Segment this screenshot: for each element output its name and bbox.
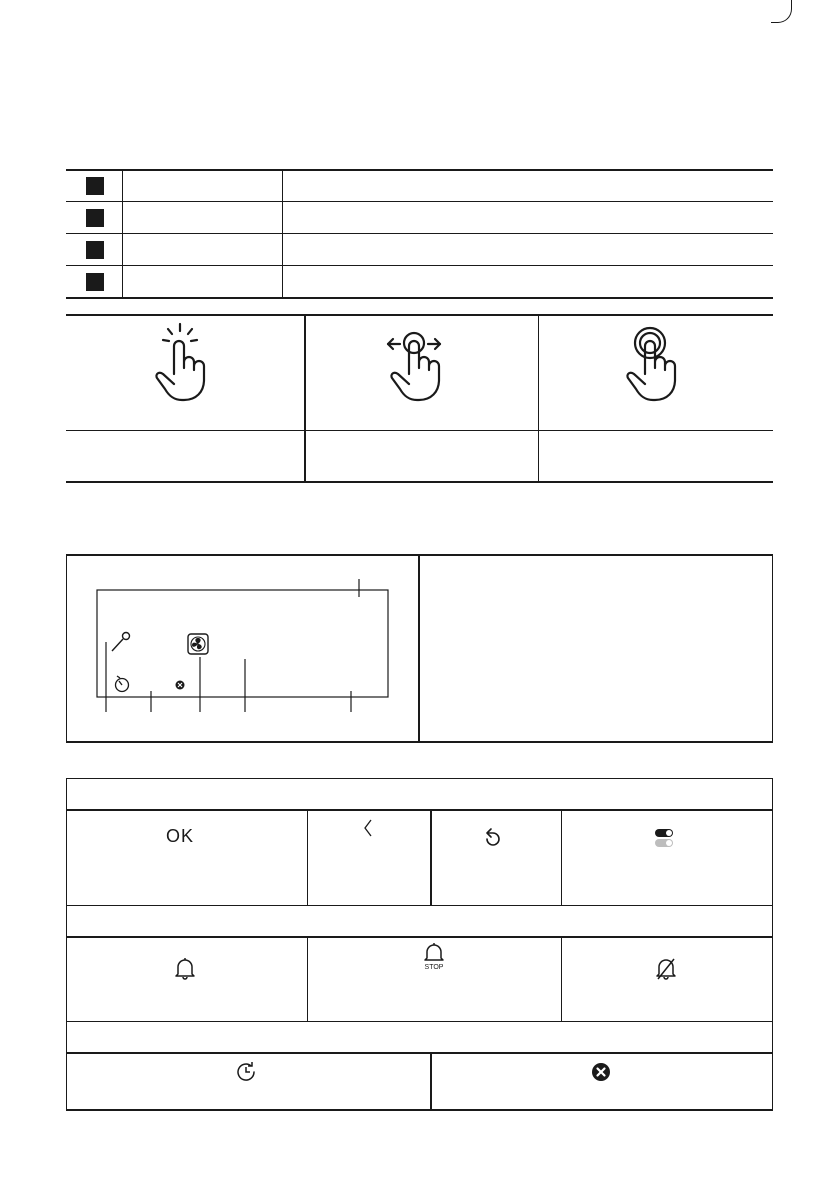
display-diagram [66,555,418,741]
bell-icon [175,957,195,981]
bell-muted-icon [656,957,676,981]
key-marker-2 [86,209,104,227]
tap-icon [150,322,210,404]
ok-label: OK [165,826,194,846]
corner-crop-mark [771,0,792,23]
fan-icon [188,634,208,654]
cancel-circle-icon [591,1062,611,1082]
swipe-icon [384,322,448,404]
toggle-icon [654,827,676,849]
key-marker-1 [86,177,104,195]
bell-stop-icon [422,943,446,975]
food-sensor-icon [112,633,130,652]
timer-icon [116,676,129,692]
touch-and-hold-icon [620,322,684,404]
key-marker-4 [86,273,104,291]
cancel-icon [176,681,185,690]
timer-repeat-icon [235,1061,257,1083]
ok-button-icon [160,826,200,847]
bell-stop-label: STOP [424,964,444,971]
undo-icon [483,828,501,848]
key-marker-3 [86,241,104,259]
chevron-left-icon [362,818,374,838]
